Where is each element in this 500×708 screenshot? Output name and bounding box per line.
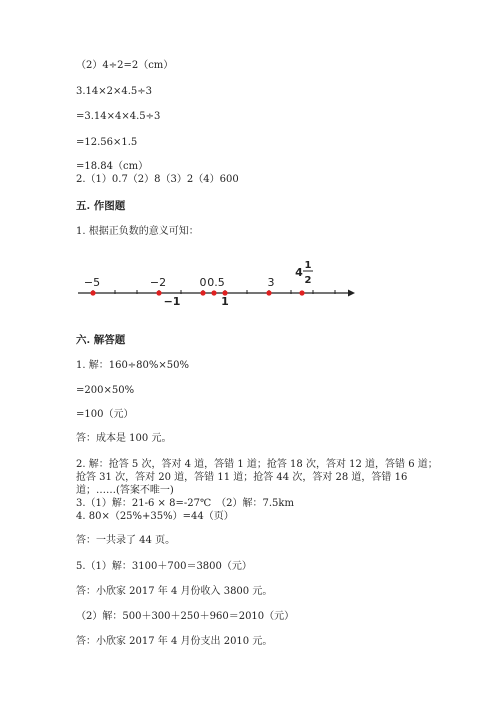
answer-line: 3.14×2×4.5÷3 bbox=[76, 86, 153, 97]
answer-line: =200×50% bbox=[76, 385, 135, 396]
answer-line: 道；……(答案不唯一) bbox=[76, 485, 174, 496]
answer-line: =12.56×1.5 bbox=[76, 137, 138, 148]
answer-line: 1. 解：160÷80%×50% bbox=[76, 360, 190, 371]
answer-line: 4. 80×（25%+35%）=44（页） bbox=[76, 511, 234, 522]
number-line-point bbox=[156, 290, 161, 295]
number-line-point bbox=[200, 290, 205, 295]
answer-line: 答：一共录了 44 页。 bbox=[76, 535, 176, 546]
label-minus-5: −5 bbox=[83, 276, 101, 289]
label-0: 0 bbox=[199, 276, 207, 289]
mixed-numerator: 1 bbox=[304, 260, 312, 271]
label-minus-1: −1 bbox=[163, 295, 181, 308]
number-line-point bbox=[299, 290, 304, 295]
number-line-arrow bbox=[348, 290, 355, 297]
label-minus-2: −2 bbox=[149, 276, 167, 289]
answer-line: 2.（1）0.7（2）8（3）2（4）600 bbox=[76, 174, 239, 185]
answer-line: 1. 根据正负数的意义可知： bbox=[76, 226, 199, 237]
number-line bbox=[70, 250, 370, 310]
answer-line: 答：小欣家 2017 年 4 月份支出 2010 元。 bbox=[76, 636, 273, 647]
section-heading-drawing: 五. 作图题 bbox=[76, 200, 126, 212]
answer-line: 抢答 31 次，答对 20 道，答错 11 道；抢答 44 次，答对 28 道，答错 16 bbox=[76, 472, 408, 483]
number-line-point bbox=[90, 290, 95, 295]
answer-line: 2. 解：抢答 5 次，答对 4 道，答错 1 道；抢答 18 次，答对 12 道，答错 6 道； bbox=[76, 459, 438, 470]
label-3: 3 bbox=[267, 276, 275, 289]
mixed-whole: 4 bbox=[295, 266, 303, 279]
answer-line: （2）解：500＋300＋250＋960＝2010（元） bbox=[76, 611, 295, 622]
answer-line: =100（元） bbox=[76, 409, 134, 420]
mixed-number-4-1-2 bbox=[295, 260, 313, 286]
answer-line: =18.84（cm） bbox=[76, 161, 149, 172]
number-line-point bbox=[266, 290, 271, 295]
section-heading-solutions: 六. 解答题 bbox=[76, 334, 126, 346]
answer-line: 5.（1）解：3100＋700＝3800（元） bbox=[76, 561, 252, 572]
label-1: 1 bbox=[221, 295, 229, 308]
answer-line: =3.14×4×4.5÷3 bbox=[76, 111, 161, 122]
label-0-5: 0.5 bbox=[207, 276, 225, 289]
answer-line: 答：成本是 100 元。 bbox=[76, 433, 172, 444]
answer-line: 答：小欣家 2017 年 4 月份收入 3800 元。 bbox=[76, 586, 273, 597]
answer-line: （2）4÷2=2（cm） bbox=[76, 60, 174, 71]
mixed-denominator: 2 bbox=[304, 275, 312, 286]
answer-line: 3.（1）解：21-6 × 8=-27℃ （2）解：7.5km bbox=[76, 498, 294, 509]
number-line-point bbox=[211, 290, 216, 295]
